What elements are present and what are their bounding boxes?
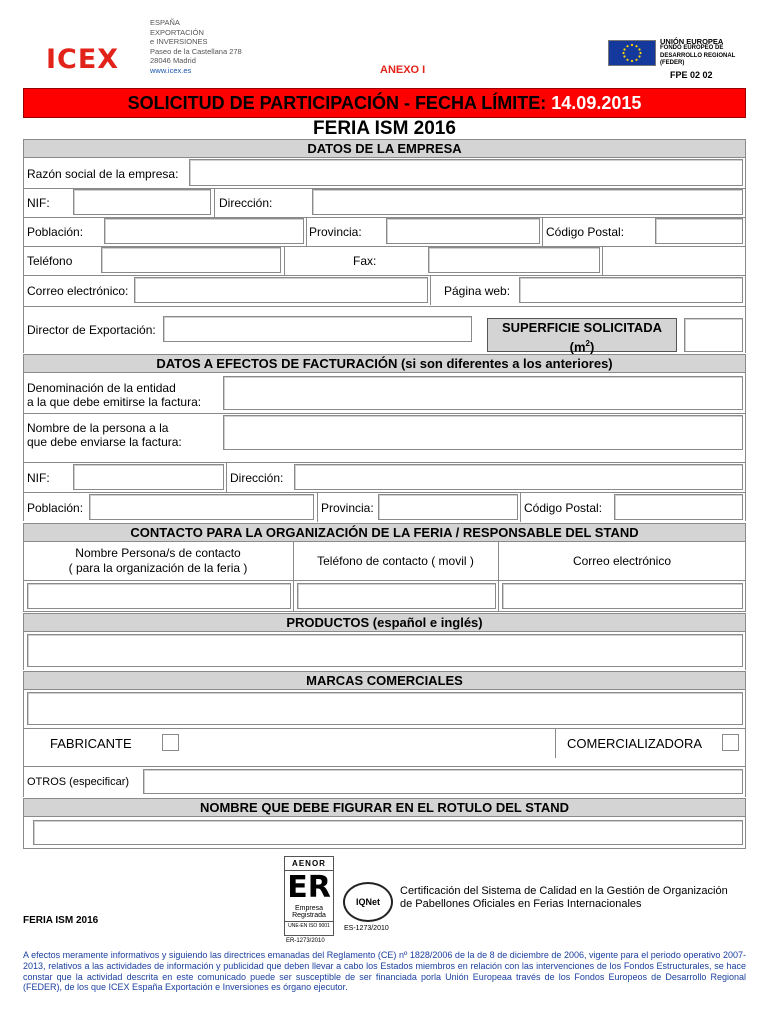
divider [23,492,746,493]
divider [23,580,746,581]
divider [214,188,215,217]
fax-input[interactable] [428,247,600,273]
denominacion-input[interactable] [223,376,743,410]
col-correo-contacto: Correo electrónico [572,554,672,568]
label-fax: Fax: [353,254,377,268]
icex-address [150,18,242,76]
persona-factura-input[interactable] [223,415,743,450]
label-director: Director de Exportación: [27,323,156,337]
poblacion-input[interactable] [104,218,304,244]
contacto-correo-input[interactable] [502,583,743,609]
nif-input[interactable] [73,189,211,215]
footer-feria: FERIA ISM 2016 [23,915,99,926]
direccion-input[interactable] [312,189,743,215]
contacto-nombre-input[interactable] [27,583,291,609]
address-line: 28046 Madrid [150,56,196,66]
aenor-line: Registrada [292,912,326,919]
marcas-input[interactable] [27,692,743,725]
col-nombre-contacto: Nombre Persona/s de contacto ( para la organización de la feria ) [68,546,248,575]
eu-fund-line: DESARROLLO REGIONAL [660,52,736,59]
superficie-unit: $(m^2)$ [569,339,595,355]
telefono-input[interactable] [101,247,281,273]
otros-input[interactable] [143,769,743,794]
pagina-web-input[interactable] [519,277,743,303]
divider [23,275,746,276]
label-razon-social: Razón social de la empresa: [27,167,179,181]
aenor-er-icon: ER [287,870,331,905]
eu-fund-text [660,38,735,68]
divider [284,246,285,275]
website-link[interactable]: www.icex.es [150,65,192,75]
label-direccion-factura: Dirección: [230,471,284,485]
divider [555,728,556,758]
icex-logo: ICEX [46,44,120,75]
section-productos: PRODUCTOS (español e inglés) [23,613,746,632]
label-poblacion: Población: [27,225,84,239]
comercializadora-checkbox[interactable] [722,734,739,751]
divider [226,462,227,492]
label-nif-factura: NIF: [27,471,50,485]
eu-title: UNIÓN EUROPEA [660,37,724,46]
label-otros: OTROS (especificar) [27,776,130,788]
rotulo-input[interactable] [33,820,743,845]
codigo-postal-factura-input[interactable] [614,494,743,520]
fabricante-checkbox[interactable] [162,734,179,751]
iqnet-code: ES-1273/2010 [344,925,389,932]
aenor-head: AENOR [285,857,333,871]
aenor-line: Empresa [294,905,323,912]
section-contacto: CONTACTO PARA LA ORGANIZACIÓN DE LA FERIA / RESPONSABLE DEL STAND [23,523,746,542]
label-correo: Correo electrónico: [27,284,129,298]
legal-notice: A efectos meramente informativos y siguiendo las directrices emanadas del Reglamento (CE) nº 1828/2006 de la de 8 de diciembre de 2006, vigente para el periodo operativo 2007-2013, relativos a las actividades de información y publicidad que deben llevar a cabo los Estados miembros en relación con las intervenciones de los Fondos Estructurales, se hace constar que la actividad descrita en este comunicado puede ser susceptible de ser financiada porla Unión Europeaa través de los Fondos Europeos de Desarrollo Regional (FEDER), de los que ICEX España Exportación e Inversiones es órgano ejecutor. [23,950,746,993]
superficie-label: SUPERFICIE SOLICITADA [501,320,663,335]
address-line: EXPORTACIÓN [150,27,204,37]
divider [498,542,499,612]
address-line: Paseo de la Castellana 278 [150,46,242,56]
form-code: FPE 02 02 [670,70,713,80]
divider [602,246,603,275]
provincia-input[interactable] [386,218,540,244]
correo-input[interactable] [134,277,428,303]
label-provincia-factura: Provincia: [321,501,374,515]
section-rotulo: NOMBRE QUE DEBE FIGURAR EN EL ROTULO DEL STAND [23,798,746,817]
title-main: SOLICITUD DE PARTICIPACIÓN - FECHA LÍMITE: [127,93,547,113]
address-line: e INVERSIONES [150,37,208,47]
divider [23,306,746,307]
label-comercializadora: COMERCIALIZADORA [567,736,703,751]
label-persona-factura: Nombre de la persona a la que debe enviarse la factura: [27,421,182,449]
label-telefono: Teléfono [27,254,73,268]
direccion-factura-input[interactable] [294,464,743,490]
label-codigo-postal-factura: Código Postal: [524,501,603,515]
label-poblacion-factura: Población: [27,501,84,515]
divider [317,492,318,522]
codigo-postal-input[interactable] [655,218,743,244]
aenor-iso: UNE-EN ISO 9001 [285,921,333,929]
divider [542,217,543,246]
label-nif: NIF: [27,196,50,210]
superficie-label-box [487,318,677,355]
section-facturacion: DATOS A EFECTOS DE FACTURACIÓN (si son diferentes a los anteriores) [23,354,746,373]
director-input[interactable] [163,316,472,342]
poblacion-factura-input[interactable] [89,494,314,520]
nif-factura-input[interactable] [73,464,224,490]
eu-fund-line: (FEDER) [660,60,685,67]
label-direccion: Dirección: [219,196,273,210]
eu-fund-line: FONDO EUROPEO DE [660,45,724,52]
productos-input[interactable] [27,634,743,667]
eu-flag-icon [608,40,656,66]
label-pagina-web: Página web: [444,284,511,298]
divider [23,766,746,767]
col-telefono-contacto: Teléfono de contacto ( movil ) [317,554,474,568]
divider [293,542,294,612]
deadline-date: 14.09.2015 [551,93,642,113]
label-fabricante: FABRICANTE [50,736,132,751]
divider [430,275,431,305]
section-datos-empresa: DATOS DE LA EMPRESA [23,139,746,158]
divider [23,462,746,463]
divider [23,728,746,729]
aenor-code: ER-1273/2010 [286,938,325,944]
iqnet-logo: IQNet [343,882,393,922]
anexo-label: ANEXO I [380,64,426,76]
razon-social-input[interactable] [189,159,743,186]
label-provincia: Provincia: [309,225,362,239]
divider [520,492,521,522]
aenor-logo [284,856,334,936]
title-bar [23,88,746,118]
feria-title: FERIA ISM 2016 [313,118,456,139]
address-line: ESPAÑA [150,18,180,27]
label-codigo-postal: Código Postal: [546,225,625,239]
section-marcas: MARCAS COMERCIALES [23,671,746,690]
superficie-input[interactable] [684,318,743,352]
divider [306,217,307,246]
provincia-factura-input[interactable] [378,494,518,520]
certification-text: Certificación del Sistema de Calidad en la Gestión de Organización de Pabellones Oficiales en Ferias Internacionales [400,885,728,910]
divider [23,413,746,414]
contacto-telefono-input[interactable] [297,583,496,609]
label-denominacion: Denominación de la entidad a la que debe emitirse la factura: [27,381,202,409]
